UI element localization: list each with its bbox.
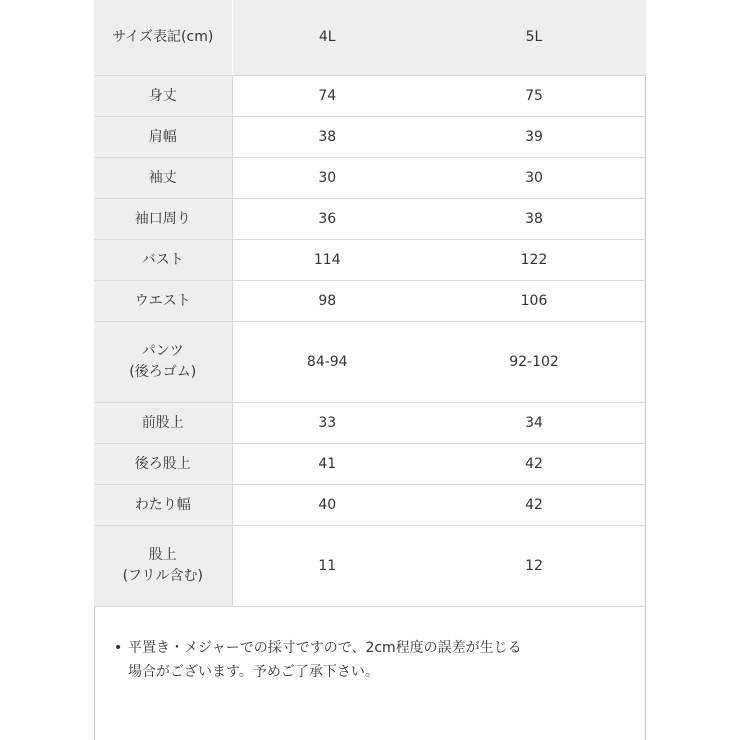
cell-5l: 122: [422, 240, 646, 281]
table-row: [94, 158, 646, 199]
table-row: [94, 281, 646, 322]
row-label-line: 股上: [148, 547, 177, 563]
row-label: [94, 199, 232, 240]
cell-4l: 41: [232, 444, 422, 485]
cell-4l: 74: [232, 76, 422, 117]
cell-5l: 42: [422, 444, 646, 485]
cell-5l: 30: [422, 158, 646, 199]
cell-5l: 75: [422, 76, 646, 117]
row-label: [94, 444, 232, 485]
table-row: [94, 322, 646, 403]
row-label: [94, 158, 232, 199]
row-label-line: 後ろ股上: [134, 455, 191, 472]
row-label: [94, 240, 232, 281]
cell-5l: 34: [422, 403, 646, 444]
table-row: [94, 485, 646, 526]
row-label-line: 前股上: [141, 414, 184, 431]
cell-5l: 38: [422, 199, 646, 240]
row-label: [94, 526, 232, 607]
row-label-line: わたり幅: [134, 496, 191, 513]
table-row: [94, 240, 646, 281]
row-label-line: (後ろゴム): [129, 364, 197, 380]
table-row: [94, 117, 646, 158]
table-row: [94, 403, 646, 444]
row-label: [94, 322, 232, 403]
row-label-line: 袖口周り: [134, 210, 191, 227]
note-line-1: 平置き・メジャーでの採寸ですので、2cm程度の誤差が生じる: [128, 640, 522, 656]
row-label: [94, 117, 232, 158]
cell-4l: 11: [232, 526, 422, 607]
row-label-line: (フリル含む): [122, 568, 203, 584]
cell-4l: 38: [232, 117, 422, 158]
cell-5l: 92-102: [422, 322, 646, 403]
header-size-label: サイズ表記(cm): [94, 0, 232, 76]
cell-5l: 12: [422, 526, 646, 607]
cell-4l: 114: [232, 240, 422, 281]
cell-4l: 98: [232, 281, 422, 322]
cell-4l: 33: [232, 403, 422, 444]
row-label: [94, 485, 232, 526]
cell-4l: 84-94: [232, 322, 422, 403]
row-label: [94, 403, 232, 444]
cell-5l: 106: [422, 281, 646, 322]
row-label-line: 肩幅: [148, 128, 177, 145]
row-label-line: バスト: [141, 251, 184, 268]
row-label: [94, 76, 232, 117]
row-label-line: ウエスト: [134, 292, 191, 309]
size-table: [94, 0, 646, 607]
cell-4l: 36: [232, 199, 422, 240]
note-line-2: 場合がございます。予めご了承下さい。: [128, 664, 379, 680]
table-header-row: [94, 0, 646, 76]
row-label-line: 身丈: [148, 87, 177, 104]
cell-4l: 30: [232, 158, 422, 199]
table-row: [94, 76, 646, 117]
table-row: [94, 444, 646, 485]
row-label-line: 袖丈: [148, 169, 177, 186]
cell-5l: 39: [422, 117, 646, 158]
header-4l: 4L: [232, 0, 422, 76]
cell-4l: 40: [232, 485, 422, 526]
cell-5l: 42: [422, 485, 646, 526]
note-bullet: •: [114, 640, 123, 656]
header-5l: 5L: [422, 0, 646, 76]
row-label-line: パンツ: [141, 343, 184, 359]
row-label: [94, 281, 232, 322]
table-row: [94, 526, 646, 607]
table-row: [94, 199, 646, 240]
measurement-note: [114, 636, 628, 684]
